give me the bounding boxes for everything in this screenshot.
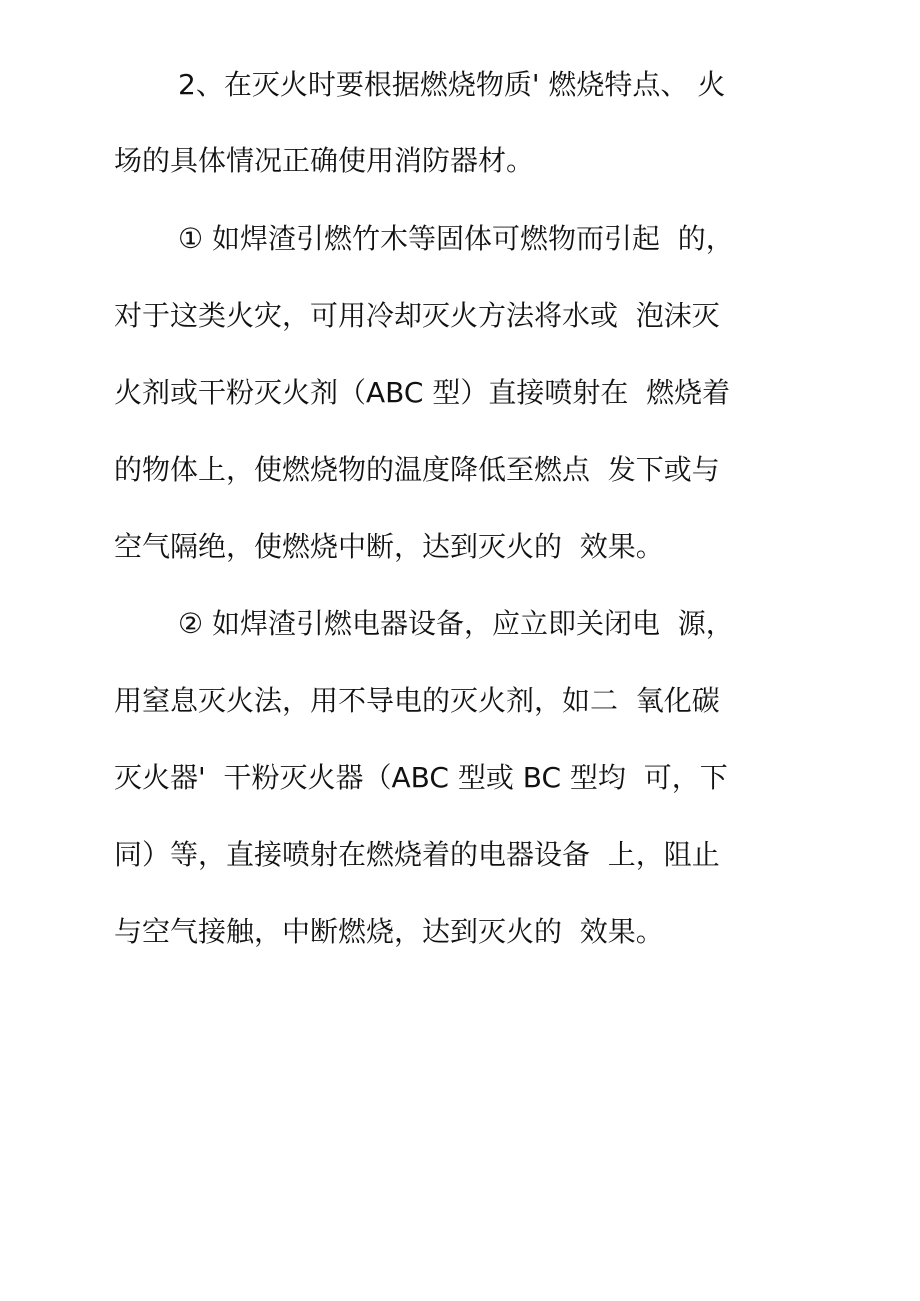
- paragraph-2-line-1: ① 如焊渣引燃竹木等固体可燃物而引起 的，: [178, 222, 734, 255]
- paragraph-1-line-2: 场的具体情况正确使用消防器材。: [114, 144, 535, 177]
- paragraph-3-line-3: 灭火器' 干粉灭火器（ABC 型或 BC 型均 可，下: [114, 761, 728, 794]
- paragraph-2-line-3: 火剂或干粉灭火剂（ABC 型）直接喷射在 燃烧着: [114, 376, 731, 409]
- paragraph-3-line-5: 与空气接触，中断燃烧，达到灭火的 效果。: [114, 915, 664, 948]
- paragraph-2-line-4: 的物体上，使燃烧物的温度降低至燃点 发下或与: [114, 453, 720, 486]
- paragraph-3-line-2: 用窒息灭火法，用不导电的灭火剂，如二 氧化碳: [114, 684, 720, 717]
- paragraph-3-line-1: ② 如焊渣引燃电器设备，应立即关闭电 源，: [178, 607, 734, 640]
- paragraph-3-line-4: 同）等，直接喷射在燃烧着的电器设备 上，阻止: [114, 838, 720, 871]
- paragraph-2-line-5: 空气隔绝，使燃烧中断，达到灭火的 效果。: [114, 530, 664, 563]
- paragraph-2-line-2: 对于这类火灾，可用冷却灭火方法将水或 泡沫灭: [114, 299, 720, 332]
- paragraph-1-line-1: 2、在灭火时要根据燃烧物质' 燃烧特点、 火: [178, 68, 726, 101]
